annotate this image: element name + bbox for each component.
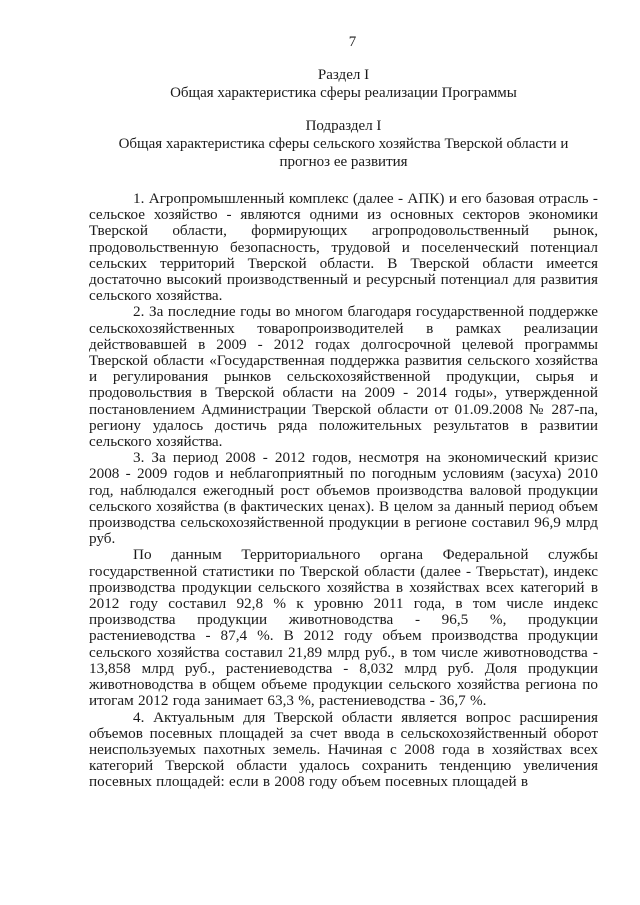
page-number: 7 (348, 34, 357, 50)
section-label: Раздел I (317, 67, 370, 83)
subsection-heading (89, 117, 598, 171)
subsection-title-line1: Общая характеристика сферы сельского хозяйства Тверской области и (118, 136, 569, 152)
body-text (89, 191, 598, 791)
paragraph-1: 1. Агропромышленный комплекс (далее - АПК) и его базовая отрасль - сельское хозяйство - являются одними из основных секторов экономики Тверской области, формирующих агропродовольственный рынок, продовольственную безопасность, трудовой и поселенческий потенциал сельских территорий Тверской области. В Тверской области имеется достаточно высокий производственный и ресурсный потенциал для развития сельского хозяйства. (89, 190, 598, 305)
section-title: Общая характеристика сферы реализации Программы (170, 85, 517, 101)
section-heading (89, 66, 598, 102)
paragraph-5: 4. Актуальным для Тверской области является вопрос расширения объемов посевных площадей за счет ввода в сельскохозяйственный оборот неиспользуемых пахотных земель. Начиная с 2008 года в хозяйствах всех категорий Тверской области удалось сохранить тенденцию увеличения посевных площадей: если в 2008 году объем посевных площадей в (89, 708, 598, 791)
paragraph-3: 3. За период 2008 - 2012 годов, несмотря на экономический кризис 2008 - 2009 годов и неблагоприятный по погодным условиям (засуха) 2010 год, наблюдался ежегодный рост объемов производства валовой продукции сельского хозяйства (в фактических ценах). В целом за данный период объем производства сельскохозяйственной продукции в регионе составил 96,9 млрд руб. (89, 449, 598, 548)
paragraph-2: 2. За последние годы во многом благодаря государственной поддержке сельскохозяйственных товаропроизводителей в рамках реализации действовавшей в 2009 - 2012 годах долгосрочной целевой программы Тверской области «Государственная поддержка развития сельского хозяйства и регулирования рынков сельскохозяйственной продукции, сырья и продовольствия в Тверской области на 2009 - 2014 годы», утвержденной постановлением Администрации Тверской области от 01.09.2008 № 287-па, региону удалось достичь ряда положительных результатов в развитии сельского хозяйства. (89, 303, 598, 451)
subsection-label: Подраздел I (305, 118, 382, 134)
subsection-title-line2: прогноз ее развития (279, 154, 408, 170)
paragraph-4: По данным Территориального органа Федеральной службы государственной статистики по Тверской области (далее - Тверьстат), индекс производства продукции сельского хозяйства в хозяйствах всех категорий в 2012 году составил 92,8 % к уровню 2011 года, в том числе индекс производства продукции животноводства - 96,5 %, продукции растениеводства - 87,4 %. В 2012 году объем производства продукции сельского хозяйства составил 21,89 млрд руб., в том числе животноводства - 13,858 млрд руб., растениеводства - 8,032 млрд руб. Доля продукции животноводства в общем объеме продукции сельского хозяйства региона по итогам 2012 года занимает 63,3 %, растениеводства - 36,7 %. (89, 546, 598, 710)
